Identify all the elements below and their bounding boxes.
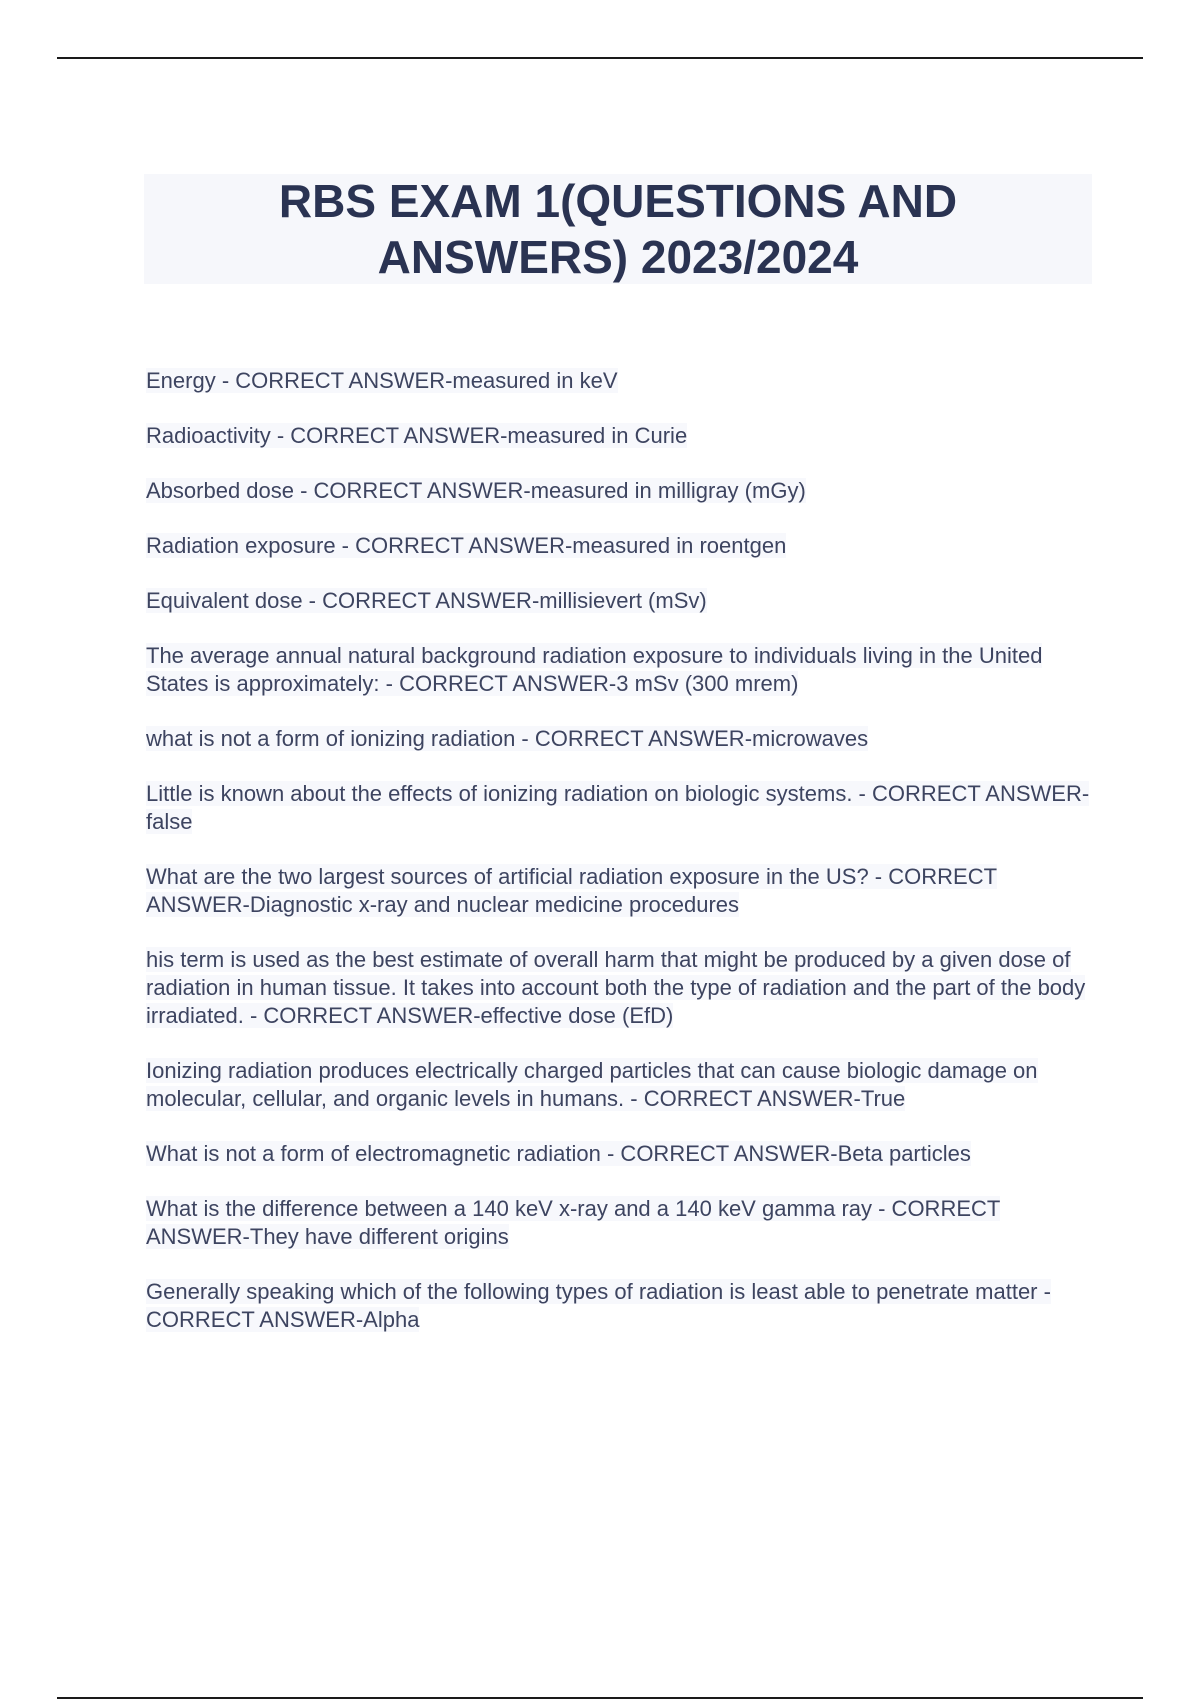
qa-item: [146, 367, 1096, 395]
qa-text: Radiation exposure - CORRECT ANSWER-measured in roentgen: [146, 533, 787, 558]
qa-text: Absorbed dose - CORRECT ANSWER-measured in milligray (mGy): [146, 478, 806, 503]
title-line-2: ANSWERS) 2023/2024: [377, 231, 859, 283]
qa-text: what is not a form of ionizing radiation - CORRECT ANSWER-microwaves: [146, 726, 869, 751]
qa-text: Energy - CORRECT ANSWER-measured in keV: [146, 368, 618, 393]
qa-text: Radioactivity - CORRECT ANSWER-measured in Curie: [146, 423, 688, 448]
top-divider: [57, 57, 1143, 59]
document-title: [279, 173, 957, 285]
qa-text: What are the two largest sources of artificial radiation exposure in the US? - CORRECT ANSWER-Diagnostic x-ray and nuclear medicine procedures: [146, 864, 998, 917]
qa-list: [146, 367, 1096, 1361]
bottom-divider: [57, 1697, 1143, 1699]
qa-text: The average annual natural background radiation exposure to individuals living in the United States is approximately: - CORRECT ANSWER-3 mSv (300 mrem): [146, 643, 1043, 696]
qa-item: [146, 1057, 1096, 1113]
qa-item: [146, 780, 1096, 836]
qa-item: [146, 1195, 1096, 1251]
title-banner: [144, 174, 1092, 284]
qa-item: [146, 422, 1096, 450]
qa-text: Generally speaking which of the following types of radiation is least able to penetrate matter - CORRECT ANSWER-Alpha: [146, 1279, 1051, 1332]
qa-item: [146, 946, 1096, 1030]
qa-item: [146, 642, 1096, 698]
qa-text: his term is used as the best estimate of overall harm that might be produced by a given dose of radiation in human tissue. It takes into account both the type of radiation and the part of the body irradiated. - CORRECT ANSWER-effective dose (EfD): [146, 947, 1086, 1028]
qa-text: Little is known about the effects of ionizing radiation on biologic systems. - CORRECT ANSWER-false: [146, 781, 1090, 834]
qa-text: Equivalent dose - CORRECT ANSWER-millisievert (mSv): [146, 588, 707, 613]
qa-item: [146, 477, 1096, 505]
qa-text: What is the difference between a 140 keV x-ray and a 140 keV gamma ray - CORRECT ANSWER-They have different origins: [146, 1196, 1001, 1249]
qa-item: [146, 1278, 1096, 1334]
qa-item: [146, 587, 1096, 615]
qa-item: [146, 1140, 1096, 1168]
qa-item: [146, 863, 1096, 919]
title-line-1: RBS EXAM 1(QUESTIONS AND: [278, 175, 958, 227]
qa-text: Ionizing radiation produces electrically charged particles that can cause biologic damage on molecular, cellular, and organic levels in humans. - CORRECT ANSWER-True: [146, 1058, 1038, 1111]
qa-item: [146, 532, 1096, 560]
qa-text: What is not a form of electromagnetic radiation - CORRECT ANSWER-Beta particles: [146, 1141, 971, 1166]
qa-item: [146, 725, 1096, 753]
